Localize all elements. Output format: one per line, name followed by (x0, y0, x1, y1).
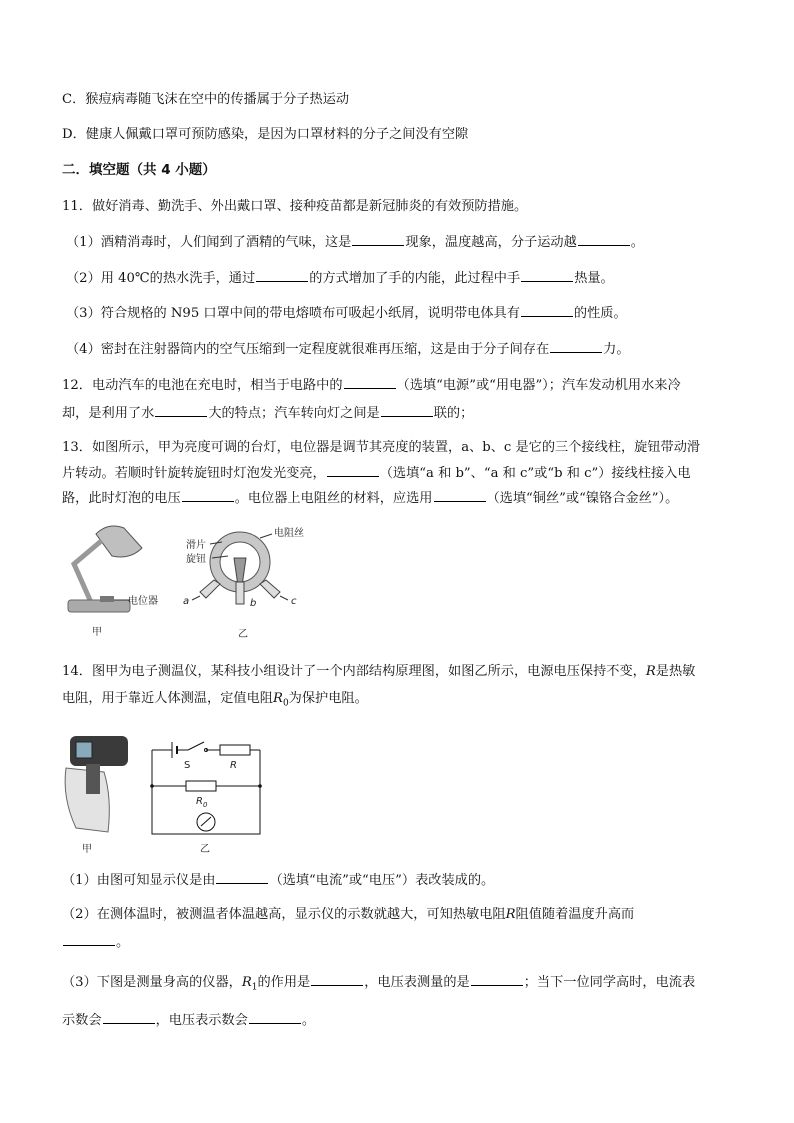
question-11-part-2: （2）用 40℃的热水洗手，通过 的方式增加了手的内能，此过程中手 热量。 (66, 268, 614, 289)
label-slider: 滑片 (186, 540, 206, 551)
label-jia: 甲 (92, 627, 102, 638)
question-14-line-1: 14．图甲为电子测温仪，某科技小组设计了一个内部结构原理图，如图乙所示，电源电压保持不变，R是热敏 (62, 664, 696, 679)
answer-blank[interactable] (521, 268, 573, 282)
answer-blank[interactable] (182, 488, 234, 502)
section-heading: 二．填空题（共 4 小题） (62, 162, 216, 178)
answer-blank[interactable] (63, 932, 115, 946)
thermometer-gun-drawing (65, 736, 128, 832)
question-12-line-1: 12．电动汽车的电池在充电时，相当于电路中的 （选填“电源”或“用电器”）；汽车发动机用水来冷 (62, 375, 681, 396)
label-knob: 旋钮 (186, 554, 206, 565)
label-potentiometer: 电位器 (128, 596, 158, 607)
answer-blank[interactable] (471, 972, 523, 986)
question-11-part-3: （3）符合规格的 N95 口罩中间的带电熔喷布可吸起小纸屑，说明带电体具有 的性质。 (66, 303, 627, 324)
answer-blank[interactable] (311, 972, 363, 986)
answer-blank[interactable] (249, 1010, 301, 1024)
option-d: D．健康人佩戴口罩可预防感染，是因为口罩材料的分子之间没有空隙 (62, 127, 469, 142)
option-c: C．猴痘病毒随飞沫在空中的传播属于分子热运动 (62, 92, 350, 107)
question-11-part-4: （4）密封在注射器筒内的空气压缩到一定程度就很难再压缩，这是由于分子间存在 力。 (66, 339, 630, 360)
label-switch-s: S (184, 760, 191, 771)
question-14-part-1: （1）由图可知显示仪是由 （选填“电流”或“电压”）表改装成的。 (62, 870, 494, 891)
potentiometer-drawing (192, 532, 288, 604)
answer-blank[interactable] (434, 488, 486, 502)
label-jia: 甲 (82, 844, 92, 855)
figure-14 (60, 728, 280, 858)
answer-blank[interactable] (216, 870, 268, 884)
question-14-part-3: （3）下图是测量身高的仪器，$R_1$的作用是 ，电压表测量的是 ；当下一位同学高时，电流表 (62, 972, 695, 998)
question-14-part-2: （2）在测体温时，被测温者体温越高，显示仪的示数就越大，可知热敏电阻R阻值随着温度升高而 (62, 907, 635, 922)
circuit-drawing (152, 742, 260, 834)
answer-blank[interactable] (327, 463, 379, 477)
label-resistor-r0: $R_0$ (196, 796, 208, 809)
label-terminal-c: c (291, 596, 297, 607)
junction-dot (258, 784, 262, 788)
answer-blank[interactable] (103, 1010, 155, 1024)
question-14-part-2-cont: 。 (62, 932, 129, 953)
label-yi: 乙 (200, 844, 210, 855)
label-resistor-r: R (230, 760, 237, 771)
question-13-line-2: 片转动。若顺时针旋转旋钮时灯泡发光变亮， （选填“a 和 b”、“a 和 c”或“b 和 c”）接线柱接入电 (62, 463, 691, 484)
answer-blank[interactable] (344, 375, 396, 389)
label-terminal-a: a (183, 596, 190, 607)
answer-blank[interactable] (521, 303, 573, 317)
question-14-line-2: 电阻，用于靠近人体测温，定值电阻$R_0$为保护电阻。 (62, 691, 368, 709)
label-yi: 乙 (238, 629, 248, 640)
answer-blank[interactable] (381, 403, 433, 417)
question-13-line-3: 路，此时灯泡的电压 。电位器上电阻丝的材料，应选用 （选填“铜丝”或“镍铬合金丝”）。 (62, 488, 678, 509)
question-11-part-1: （1）酒精消毒时，人们闻到了酒精的气味，这是 现象，温度越高，分子运动越 。 (66, 232, 644, 253)
question-11: 11．做好消毒、勤洗手、外出戴口罩、接种疫苗都是新冠肺炎的有效预防措施。 (62, 199, 528, 214)
junction-dot (150, 784, 154, 788)
answer-blank[interactable] (352, 232, 404, 246)
label-resistance-wire: 电阻丝 (274, 528, 304, 539)
answer-blank[interactable] (155, 403, 207, 417)
question-12-line-2: 却，是利用了水 大的特点；汽车转向灯之间是 联的； (62, 403, 473, 424)
question-13-line-1: 13．如图所示，甲为亮度可调的台灯，电位器是调节其亮度的装置，a、b、c 是它的三个接线柱，旋钮带动滑 (62, 440, 701, 455)
answer-blank[interactable] (550, 339, 602, 353)
answer-blank[interactable] (256, 268, 308, 282)
label-terminal-b: b (250, 598, 257, 609)
figure-13 (60, 520, 320, 645)
question-14-part-3-cont: 示数会 ，电压表示数会 。 (62, 1010, 315, 1031)
answer-blank[interactable] (578, 232, 630, 246)
